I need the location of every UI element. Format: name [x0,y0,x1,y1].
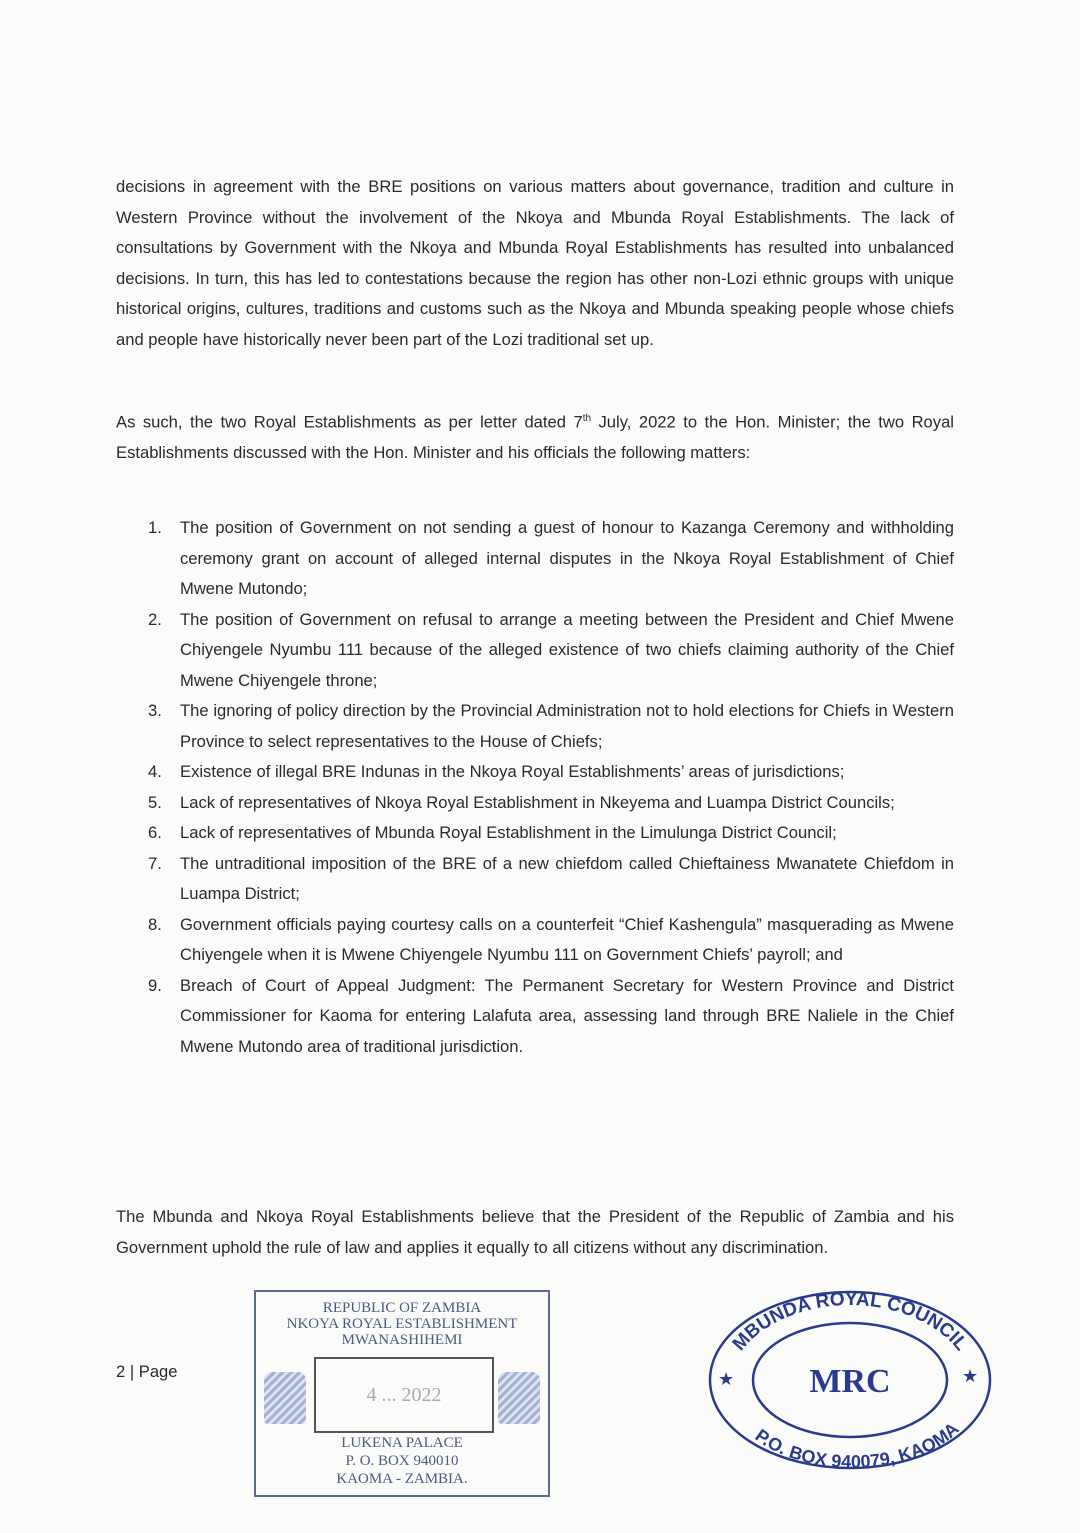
stamp-footer [256,1434,548,1488]
superscript: th [582,413,592,424]
text: As such, the two Royal Establishments as per letter dated 7 [116,412,583,432]
star-icon: ★ [718,1369,735,1389]
list-item [148,788,954,819]
item-number: 5. [148,792,162,812]
stamp-center-text: MRC [809,1363,891,1400]
coat-of-arms-icon [264,1372,306,1424]
item-number: 7. [148,853,162,873]
matters-list [148,513,954,1062]
list-item [148,605,954,697]
item-text: Breach of Court of Appeal Judgment: The Permanent Secretary for Western Province and District Commissioner for Kaoma for entering Lalafuta area, assessing land through BRE Naliele in the Chief Mwene Mutondo area of traditional jurisdiction. [180,975,954,1056]
item-number: 3. [148,701,162,720]
paragraph-governance: decisions in agreement with the BRE positions on various matters about governance, tradition and culture in Western Province without the involvement of the Nkoya and Mbunda Royal Establishments. The lack of consultations by Government with the Nkoya and Mbunda Royal Establishments has resulted into unbalanced decisions. In turn, this has led to contestations because the region has other non-Lozi ethnic groups with unique historical origins, cultures, traditions and customs such as the Nkoya and Mbunda speaking people whose chiefs and people have historically never been part of the Lozi traditional set up. [116,177,954,349]
item-number: 2. [148,609,162,629]
nkoya-royal-establishment-stamp [254,1290,550,1497]
stamp-line: MWANASHIHEMI [341,1332,463,1348]
stamp-date: 4 ... 2022 [314,1357,494,1433]
star-icon: ★ [962,1366,979,1386]
paragraph-matters-intro [116,404,954,469]
page-number: 2 | Page [116,1362,178,1381]
stamp-bottom-text: P.O. BOX 940079, KAOMA [751,1418,963,1470]
list-item [148,513,954,605]
item-text: The position of Government on refusal to arrange a meeting between the President and Chief Mwene Chiyengele Nyumbu 111 because of the alleged existence of two chiefs claiming authority of the Chief Mwene Chiyengele throne; [180,609,954,690]
item-number: 6. [148,823,162,842]
item-text: Lack of representatives of Nkoya Royal Establishment in Nkeyema and Luampa District Councils; [180,792,895,812]
item-number: 8. [148,914,162,934]
stamp-line: REPUBLIC OF ZAMBIA [322,1300,482,1316]
paragraph-rule-of-law: The Mbunda and Nkoya Royal Establishments believe that the President of the Republic of Zambia and his Government uphold the rule of law and applies it equally to all citizens without any discrimination. [116,1207,954,1257]
coat-of-arms-icon [498,1372,540,1424]
list-item [148,910,954,971]
item-text: The ignoring of policy direction by the Provincial Administration not to hold elections for Chiefs in Western Province to select representatives to the House of Chiefs; [180,701,954,751]
item-text: Existence of illegal BRE Indunas in the Nkoya Royal Establishments’ areas of jurisdictions; [180,762,845,781]
list-item [148,849,954,910]
stamp-line: NKOYA ROYAL ESTABLISHMENT [286,1316,518,1332]
stamp-top-text: MBUNDA ROYAL COUNCIL [728,1288,972,1355]
item-number: 9. [148,975,162,995]
stamp-line: KAOMA - ZAMBIA. [336,1471,468,1487]
list-item [148,818,954,849]
item-text: Lack of representatives of Mbunda Royal Establishment in the Limulunga District Council; [180,823,837,842]
stamp-line: P. O. BOX 940010 [345,1453,459,1469]
mbunda-royal-council-stamp [700,1280,1000,1470]
text: July, 2022 to the Hon. Minister; the two Royal Establishments discussed with the Hon. Minister and his officials the following matters: [116,412,954,463]
item-text: The untraditional imposition of the BRE of a new chiefdom called Chieftainess Mwanatete Chiefdom in Luampa District; [180,853,954,903]
item-text: The position of Government on not sending a guest of honour to Kazanga Ceremony and withholding ceremony grant on account of alleged internal disputes in the Nkoya Royal Establishment of Chief Mwene Mutondo; [180,518,954,598]
list-item [148,971,954,1063]
item-text: Government officials paying courtesy calls on a counterfeit “Chief Kashengula” masquerading as Mwene Chiyengele when it is Mwene Chiyengele Nyumbu 111 on Government Chiefs’ payroll; and [180,914,954,964]
stamp-line: LUKENA PALACE [341,1435,463,1451]
list-item [148,757,954,788]
item-number: 1. [148,518,162,537]
item-number: 4. [148,762,162,781]
list-item [148,696,954,757]
